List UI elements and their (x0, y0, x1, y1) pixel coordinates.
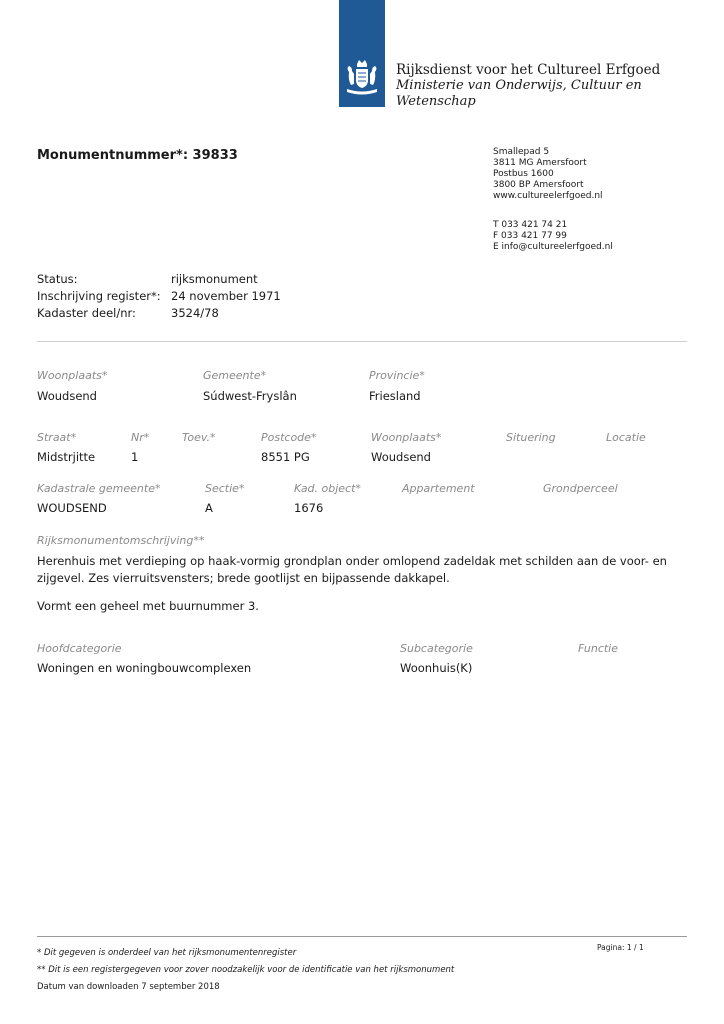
hoofdcategorie-value: Woningen en woningbouwcomplexen (37, 661, 252, 675)
download-date: Datum van downloaden 7 september 2018 (37, 982, 220, 992)
kadaster-label: Kadaster deel/nr: (37, 306, 136, 320)
org-line-3: Wetenschap (396, 94, 476, 109)
address-block (493, 147, 603, 202)
postcode-value: 8551 PG (261, 450, 310, 464)
register-label: Inschrijving register*: (37, 289, 161, 303)
situering-label: Situering (506, 431, 556, 444)
status-label: Status: (37, 272, 78, 286)
grondperceel-label: Grondperceel (543, 482, 618, 495)
toev-label: Toev.* (182, 431, 216, 444)
organization-name (396, 62, 660, 110)
fax-number: F 033 421 77 99 (493, 231, 567, 241)
kad-object-value: 1676 (294, 501, 324, 515)
kadaster-value: 3524/78 (171, 306, 219, 320)
footnote-2: ** Dit is een registergegeven voor zover noodzakelijk voor de identificatie van het rijksmonument (37, 965, 455, 975)
postcode-label: Postcode* (261, 431, 317, 444)
description-text (37, 553, 677, 587)
description-line-2: zijgevel. Zes vierruitsvensters; brede gootlijst en bijpassende dakkapel. (37, 571, 450, 585)
phone-number: T 033 421 74 21 (493, 220, 568, 230)
footnote-1: * Dit gegeven is onderdeel van het rijksmonumentenregister (37, 948, 297, 958)
straat-label: Straat* (37, 431, 77, 444)
status-value: rijksmonument (171, 272, 258, 286)
functie-label: Functie (578, 642, 619, 655)
woonplaats-value-2: Woudsend (371, 450, 431, 464)
org-line-2: Ministerie van Onderwijs, Cultuur en (396, 78, 642, 93)
provincie-value: Friesland (369, 389, 421, 403)
straat-value: Midstrjitte (37, 450, 96, 464)
website-link[interactable]: www.cultureelerfgoed.nl (493, 191, 603, 201)
logo-bar (339, 0, 385, 107)
description-line-1: Herenhuis met verdieping op haak-vormig grondplan onder omlopend zadeldak met schilden aan de voor- en (37, 554, 667, 568)
email-link[interactable]: E info@cultureelerfgoed.nl (493, 242, 613, 252)
page-title: Monumentnummer*: 39833 (37, 148, 238, 163)
address-line: 3800 BP Amersfoort (493, 180, 584, 190)
kad-object-label: Kad. object* (294, 482, 361, 495)
address-line: Postbus 1600 (493, 169, 554, 179)
contact-block (493, 220, 613, 253)
description-label: Rijksmonumentomschrijving** (37, 534, 205, 547)
divider (37, 341, 687, 342)
gemeente-value: Súdwest-Fryslân (203, 389, 297, 403)
register-value: 24 november 1971 (171, 289, 281, 303)
subcategorie-value: Woonhuis(K) (400, 661, 473, 675)
hoofdcategorie-label: Hoofdcategorie (37, 642, 122, 655)
nr-value: 1 (131, 450, 139, 464)
org-line-1: Rijksdienst voor het Cultureel Erfgoed (396, 62, 661, 78)
footer-divider (37, 936, 687, 937)
address-line: Smallepad 5 (493, 147, 550, 157)
sectie-label: Sectie* (205, 482, 245, 495)
locatie-label: Locatie (606, 431, 646, 444)
coat-of-arms-icon (343, 58, 381, 98)
nr-label: Nr* (131, 431, 150, 444)
gemeente-label: Gemeente* (203, 369, 267, 382)
woonplaats-label-2: Woonplaats* (371, 431, 442, 444)
appartement-label: Appartement (402, 482, 475, 495)
description-paragraph-2: Vormt een geheel met buurnummer 3. (37, 599, 259, 613)
kadastrale-gemeente-value: WOUDSEND (37, 501, 107, 515)
page-number: Pagina: 1 / 1 (597, 943, 644, 952)
provincie-label: Provincie* (369, 369, 425, 382)
subcategorie-label: Subcategorie (400, 642, 473, 655)
kadastrale-gemeente-label: Kadastrale gemeente* (37, 482, 161, 495)
woonplaats-value: Woudsend (37, 389, 97, 403)
sectie-value: A (205, 501, 213, 515)
woonplaats-label: Woonplaats* (37, 369, 108, 382)
address-line: 3811 MG Amersfoort (493, 158, 587, 168)
